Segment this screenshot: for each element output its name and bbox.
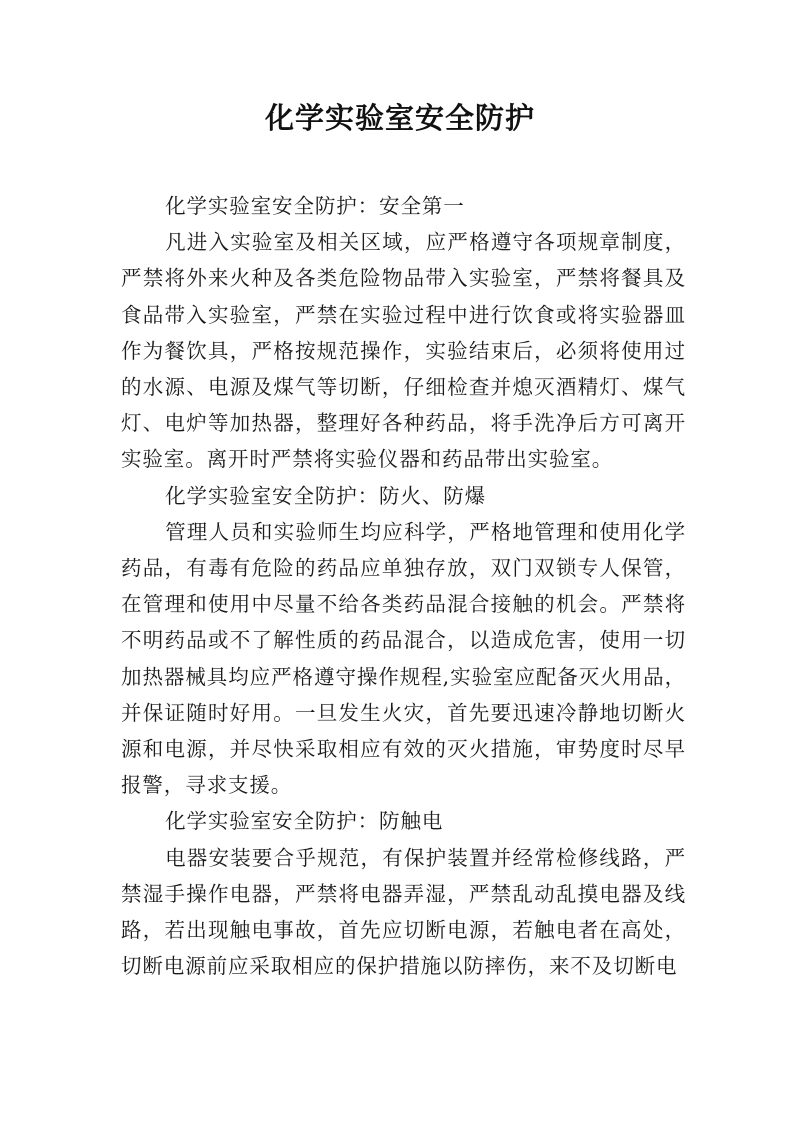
section-heading-safety-first: 化学实验室安全防护：安全第一 xyxy=(165,194,465,218)
section-heading-electric-shock: 化学实验室安全防护：防触电 xyxy=(165,809,444,834)
section-heading-fire-explosion: 化学实验室安全防护：防火、防爆 xyxy=(165,483,487,508)
paragraph-electric-shock: 电器安装要合乎规范，有保护装置并经常检修线路，严禁湿手操作电器，严禁将电器弄湿，严禁乱动乱摸电器及线路，若出现触电事故，首先应切断电源，若触电者在高处，切断电源前应采取相应的保护措施以防摔伤，来不及切断电 xyxy=(121,845,686,979)
document-body xyxy=(121,188,686,984)
paragraph-safety-first: 凡进入实验室及相关区域，应严格遵守各项规章制度，严禁将外来火种及各类危险物品带入实验室，严禁将餐具及食品带入实验室，严禁在实验过程中进行饮食或将实验器皿作为餐饮具，严格按规范操作，实验结束后，必须将使用过的水源、电源及煤气等切断，仔细检查并熄灭酒精灯、煤气灯、电炉等加热器，整理好各种药品，将手洗净后方可离开实验室。离开时严禁将实验仪器和药品带出实验室。 xyxy=(121,230,686,472)
document-title: 化学实验室安全防护 xyxy=(264,101,535,135)
paragraph-fire-explosion: 管理人员和实验师生均应科学，严格地管理和使用化学药品，有毒有危险的药品应单独存放，双门双锁专人保管，在管理和使用中尽量不给各类药品混合接触的机会。严禁将不明药品或不了解性质的药品混合，以造成危害，使用一切加热器械具均应严格遵守操作规程,实验室应配备灭火用品，并保证随时好用。一旦发生火灾，首先要迅速冷静地切断火源和电源，并尽快采取相应有效的灭火措施，审势度时尽早报警，寻求支援。 xyxy=(121,519,686,798)
